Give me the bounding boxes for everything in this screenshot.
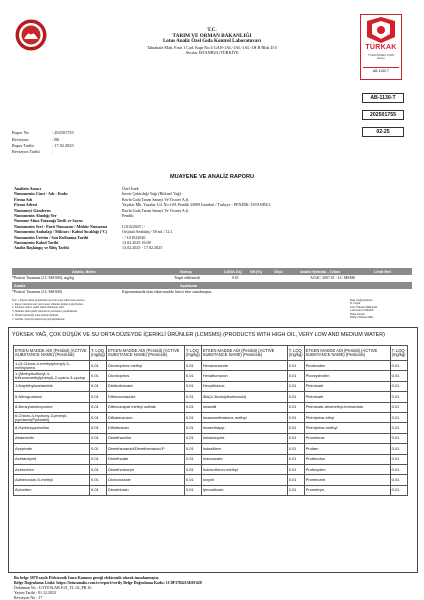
pesticide-name-cell: Hexythiazox	[201, 381, 287, 391]
pesticide-loq-cell: 0.01	[90, 475, 107, 485]
pesticide-name-cell: Profenofos	[304, 454, 390, 464]
remark-row: *Pestisit Taraması (LC MS/MS) Kapsamımızda olan etken madde listesi ekte sunulmuştur.	[12, 289, 213, 294]
col-header-loq: T. LOQ (mg/kg)	[90, 346, 107, 361]
pesticide-name-cell: Dimethoate	[106, 454, 184, 464]
pesticide-loq-cell: 0.01	[287, 475, 304, 485]
pesticide-name-cell: Pirimiphos-methyl	[304, 423, 390, 433]
signature-line: Gıda Yüksek Mühendisi	[350, 305, 378, 309]
pesticide-loq-cell: 0.01	[287, 381, 304, 391]
pesticide-loq-cell: 0.01	[287, 454, 304, 464]
header-tc: T.C.	[207, 27, 217, 33]
pesticide-loq-cell: 0.01	[287, 464, 304, 474]
header-city: Avcılar İSTANBUL/TÜRKİYE	[185, 50, 239, 55]
sample-info: Analizin Amacı Özel İstek Numunenin Cinsi - Adı - Kodu İnceir Çekirdeği Yağı (Bitkisel Yağ) - Firma Adı Ravla Gıda Tarım Sanayi Ve Ticaret A.Ş. Firma Adresi Yayalar Mh. Yayalar Cd. No:10A Pendik 34909 İstanbul / Turkiye - PENDİK- İSTANBUL Numuneyi Gönderen Ravla Gıda Tarım Sanayi Ve Ticaret A.Ş. Numunenin Alındığı Yer Pendik Numune Alma Tutanağı Tarih ve Sayısı Numunenin Seri - Parti Numarası / Mühür Numarası L01022025 / - Numunenin Ambalajı / Miktarı / Kabul Sıcaklığı (°C) Orijinal Ambalaj / 50 ml / 12,1 Numunenin Üretim / Son Kullanma Tarihi - / L01022026 Numunenin Kabul Tarihi 13.02.2025 16:00 Analiz Başlangıç ve Bitiş Tarihi 13.02.2025 - 17.02.2025	[14, 186, 272, 251]
col-header-loq: T. LOQ (mg/kg)	[287, 346, 304, 361]
turkak-subtitle	[363, 54, 399, 61]
pesticide-loq-cell: 0.01	[390, 402, 407, 412]
pesticide-row	[14, 444, 408, 454]
footer-doc-no: Doküman No : LOTUSLAB.F.01_TL.02_PR.16	[14, 585, 92, 590]
pesticide-loq-cell: 0.01	[184, 371, 201, 381]
pesticide-name-cell: Acephate	[14, 444, 90, 454]
turkak-accreditation-logo	[360, 14, 402, 80]
footer-esign: Bu belge 5070 sayılı Elektronik İmza Kanunu gereği elektronik olarak imzalanmıştır.	[14, 575, 160, 580]
pesticide-name-cell: IBA(4-3indolylbutricacid)	[201, 392, 287, 402]
pesticide-name-cell: 8-Hydroxyquinoline	[14, 423, 90, 433]
pesticide-loq-cell: 0.01	[287, 371, 304, 381]
pesticide-loq-cell: 0.01	[390, 464, 407, 474]
signature-block	[350, 299, 420, 319]
pesticide-loq-cell: 0.01	[184, 361, 201, 371]
pesticide-loq-cell: 0.01	[90, 433, 107, 443]
pesticide-loq-cell: 0.01	[184, 433, 201, 443]
pesticide-loq-cell: 0.01	[287, 423, 304, 433]
pesticide-loq-cell: 0.01	[184, 485, 201, 495]
pesticide-name-cell: Dimethenamid/Dimethenamid-P	[106, 444, 184, 454]
pesticide-row	[14, 402, 408, 412]
pesticide-name-cell: Difenoconazole	[106, 392, 184, 402]
pesticide-row	[14, 381, 408, 391]
pesticide-name-cell: Acetochlor	[14, 464, 90, 474]
header-lab-name: Lotus Analiz Özel Gıda Kontrol Laboratuvarı	[162, 39, 262, 44]
pesticide-loq-cell: 0.01	[287, 402, 304, 412]
pesticide-loq-cell: 0.01	[390, 381, 407, 391]
pesticide-name-cell: Diethofencarb	[106, 381, 184, 391]
pesticide-name-cell: Indaziflam	[201, 444, 287, 454]
report-notes	[12, 299, 262, 321]
pesticide-loq-cell: 0.01	[287, 392, 304, 402]
pesticide-loq-cell: 0.01	[90, 423, 107, 433]
meta-revision: Revizyon : R0	[12, 137, 60, 142]
turkak-emblem-icon	[361, 15, 401, 45]
pesticide-name-cell: Prometryn	[304, 485, 390, 495]
pesticide-name-cell: Pirimicarb	[304, 392, 390, 402]
turkak-name: TÜRKAK	[365, 44, 397, 51]
accreditation-code-box: AB-1130-T	[362, 93, 404, 103]
meta-report-no: Rapor No : 202501755	[12, 130, 74, 135]
pesticide-table	[13, 345, 408, 496]
pesticide-name-cell: Acetamiprid	[14, 454, 90, 464]
pesticide-loq-cell: 0.01	[184, 402, 201, 412]
pesticide-name-cell: Dinotefuran	[106, 485, 184, 495]
pesticide-loq-cell: 0.01	[90, 464, 107, 474]
pesticide-name-cell: Picoxystrobin	[304, 371, 390, 381]
pesticide-name-cell: Diflufenican	[106, 423, 184, 433]
pesticide-loq-cell: 0.01	[90, 454, 107, 464]
pesticide-loq-cell: 0.01	[90, 371, 107, 381]
signature-line: Dilek Ozturk	[350, 312, 365, 316]
pesticide-loq-cell: 0.01	[184, 412, 201, 422]
pesticide-loq-cell: 0.01	[390, 392, 407, 402]
meta-revision-date: Revizyon Tarihi :	[12, 149, 54, 154]
note-line: 1. Rapor, laboratuvarın yazılı onayı olmadan kısmen çoğaltılamaz.	[12, 302, 84, 306]
col-header-name: ETKEN MADDE ADI (Pestisit) (ACTIVE SUBSTANCE NAME) (Pesticide)	[14, 346, 90, 361]
pesticide-name-cell: Dimethomorph	[106, 464, 184, 474]
pesticide-loq-cell: 0.01	[184, 423, 201, 433]
pesticide-loq-cell: 0.01	[390, 433, 407, 443]
pesticide-name-cell: Indoxacarb	[201, 454, 287, 464]
col-header-name: ETKEN MADDE ADI (Pestisit) (ACTIVE SUBSTANCE NAME) (Pesticide)	[201, 346, 287, 361]
pesticide-row	[14, 475, 408, 485]
pesticide-row	[14, 454, 408, 464]
pesticide-list-title: YÜKSEK YAĞ, ÇOK DÜŞÜK VE SU ORTA DÜZEYDE İÇERİKLİ ÜRÜNLER (LCMSMS) (PRODUCTS WITH HIGH OIL, VERY LOW AND MEDIUM WATER)	[12, 332, 385, 338]
pesticide-name-cell: Imazethapyr	[201, 423, 287, 433]
pesticide-loq-cell: 0.01	[90, 381, 107, 391]
meta-report-date: Rapor Tarihi : 17.02.2025	[12, 143, 74, 148]
turkak-standard: TS EN ISO/IEC 17025	[368, 54, 394, 57]
header-address: Tahtakale Mah. Fırat 1 Cad. Kapı No:4 GAN-1AL-1AL-1AL-1H B Blok D:3	[147, 45, 277, 50]
pesticide-loq-cell: 0.01	[390, 454, 407, 464]
pesticide-name-cell: Hexaconazole	[201, 361, 287, 371]
turkak-code: AB-1130-T	[363, 67, 399, 73]
pesticide-name-cell: Abamectin	[14, 433, 90, 443]
header-ministry: TARIM VE ORMAN BAKANLIĞI	[172, 33, 252, 39]
note-line: 5. Gizlilik: Sonuçlar müşteri ile paylaşılmaktadır.	[12, 317, 66, 321]
pesticide-name-cell: Acibenzolar-S-methyl	[14, 475, 90, 485]
pesticide-name-cell: Iprovalicarb	[201, 485, 287, 495]
pesticide-name-cell: Imazamethabenz-methyl	[201, 412, 287, 422]
footer-rev-no: Revizyon No : 17	[14, 595, 43, 600]
col-header-loq: T. LOQ (mg/kg)	[390, 346, 407, 361]
pesticide-name-cell: 1-Naphthylacetamide	[14, 381, 90, 391]
pesticide-loq-cell: 0.01	[184, 381, 201, 391]
pesticide-name-cell: Aclonifen	[14, 485, 90, 495]
pesticide-name-cell: Profam	[304, 444, 390, 454]
pesticide-row	[14, 361, 408, 371]
col-header-loq: T. LOQ (mg/kg)	[184, 346, 201, 361]
pesticide-loq-cell: 0.01	[390, 361, 407, 371]
pesticide-loq-cell: 0.01	[287, 433, 304, 443]
report-title: MUAYENE VE ANALİZ RAPORU	[169, 174, 255, 180]
remark-header: Analiz Açıklama	[12, 282, 412, 289]
pesticide-name-cell: Imazalil	[201, 402, 287, 412]
pesticide-name-cell: Prochloraz	[304, 433, 390, 443]
pesticide-name-cell: Dicrotophos	[106, 371, 184, 381]
pesticide-loq-cell: 0.01	[90, 361, 107, 371]
pesticide-loq-cell: 0.01	[390, 485, 407, 495]
footer-verify: Belge Doğrulama Linki: https://lotusanaliz.com.tr/report/verify Belge Doğrulama Kodu: 1C8F37B4A5E0F428	[14, 580, 202, 585]
pesticide-name-cell: Pirimiphos-ethyl	[304, 412, 390, 422]
pesticide-name-cell: 1-(Methylsulfonyl-4-trifluoromethylphenyl)-2-cyano-3-cyclop	[14, 371, 90, 381]
report-number-box: 202501755	[362, 110, 404, 120]
pesticide-loq-cell: 0.01	[90, 444, 107, 454]
pesticide-name-cell: Ioxynil	[201, 475, 287, 485]
col-header-name: ETKEN MADDE ADI (Pestisit) (ACTIVE SUBSTANCE NAME) (Pesticide)	[304, 346, 390, 361]
pesticide-loq-cell: 0.01	[390, 423, 407, 433]
pesticide-loq-cell: 0.01	[287, 485, 304, 495]
signature-line: Laboratuvar Müdürü	[350, 309, 374, 313]
note-line: 3. Numune alma işlemi laboratuvar tarafından yapılmamıştır.	[12, 310, 78, 314]
footer-pub-date: Yayım Tarihi : 01.12.2023	[14, 590, 57, 595]
pesticide-table-header	[14, 346, 408, 361]
signature-line: Kimya Yüksek Müh.	[350, 316, 374, 320]
pesticide-loq-cell: 0.01	[90, 412, 107, 422]
results-row: *Pestisit Taraması (LC MS/MS), mg/kg Tespit edilemedi 0.01 AOAC 2007.01 - LC MSMS	[12, 275, 356, 280]
pesticide-loq-cell: 0.01	[184, 454, 201, 464]
report-month-box: 02-25	[362, 127, 404, 137]
signature-line: Başl. Değerlendiren	[350, 299, 373, 302]
pesticide-row	[14, 485, 408, 495]
pesticide-row	[14, 392, 408, 402]
pesticide-name-cell: 5-Nitroguaiacol	[14, 392, 90, 402]
pesticide-name-cell: Iodosulfuron-methyl	[201, 464, 287, 474]
pesticide-loq-cell: 0.01	[390, 475, 407, 485]
pesticide-loq-cell: 0.01	[184, 392, 201, 402]
pesticide-name-cell: Diflubenzuron	[106, 412, 184, 422]
pesticide-name-cell: Promecarb	[304, 475, 390, 485]
pesticide-loq-cell: 0.01	[287, 444, 304, 454]
pesticide-name-cell: Imidacloprid	[201, 433, 287, 443]
pesticide-row	[14, 464, 408, 474]
pesticide-name-cell: Pirimicarb	[304, 381, 390, 391]
turkak-type: Deney	[377, 57, 385, 61]
note-line: 2. Sonuçlar sadece analiz edilen numuneye aittir.	[12, 306, 65, 310]
pesticide-name-cell: Difenozuipat methyl sulfate	[106, 402, 184, 412]
pesticide-name-cell: Dimethachlor	[106, 433, 184, 443]
pesticide-loq-cell: 0.01	[184, 464, 201, 474]
col-header-name: ETKEN MADDE ADI (Pestisit) (ACTIVE SUBSTANCE NAME) (Pesticide)	[106, 346, 184, 361]
pesticide-name-cell: 1-(3-Chloro-4-methylphenyl)-3-methylurea	[14, 361, 90, 371]
signature-line: O. Özgür	[350, 302, 361, 306]
pesticide-loq-cell: 0.01	[390, 444, 407, 454]
pesticide-loq-cell: 0.01	[390, 412, 407, 422]
pesticide-loq-cell: 0.01	[90, 485, 107, 495]
pesticide-name-cell: Profoxydim	[304, 464, 390, 474]
pesticide-loq-cell: 0.01	[184, 475, 201, 485]
pesticide-loq-cell: 0.01	[90, 402, 107, 412]
pesticide-loq-cell: 0.01	[90, 392, 107, 402]
note-line: 4. Ölçüm belirsizliği talep halinde bildirilir.	[12, 313, 59, 317]
pesticide-name-cell: 8-Benzylaminopurine	[14, 402, 90, 412]
pesticide-loq-cell: 0.01	[287, 412, 304, 422]
pesticide-name-cell: Dicrotophos methyl	[106, 361, 184, 371]
pesticide-name-cell: Pirimicarb-desmethyl-formamido	[304, 402, 390, 412]
pesticide-row	[14, 423, 408, 433]
pesticide-name-cell: 6-Chloro-4-hydroxy-3-phenyl-pyridazin(Pyridafol)	[14, 412, 90, 422]
results-header: Analiz, Birim Sonuç LOD/LOQ GK(%) Ölçü Analiz Metodu - Cihaz Limit Ref.	[12, 268, 412, 275]
pesticide-loq-cell: 0.01	[287, 361, 304, 371]
pesticide-name-cell: Picolinafen	[304, 361, 390, 371]
pesticide-row	[14, 371, 408, 381]
note-line: Not: 1. Beyan edilen uygulanma kaydı ile tespit edilen fark sonucu...	[12, 299, 86, 302]
pesticide-name-cell: Diniconazole	[106, 475, 184, 485]
pesticide-loq-cell: 0.01	[184, 444, 201, 454]
pesticide-row	[14, 433, 408, 443]
pesticide-row	[14, 412, 408, 422]
pesticide-name-cell: Hexaflumuron	[201, 371, 287, 381]
pesticide-table-body	[14, 361, 408, 496]
pesticide-loq-cell: 0.01	[390, 371, 407, 381]
